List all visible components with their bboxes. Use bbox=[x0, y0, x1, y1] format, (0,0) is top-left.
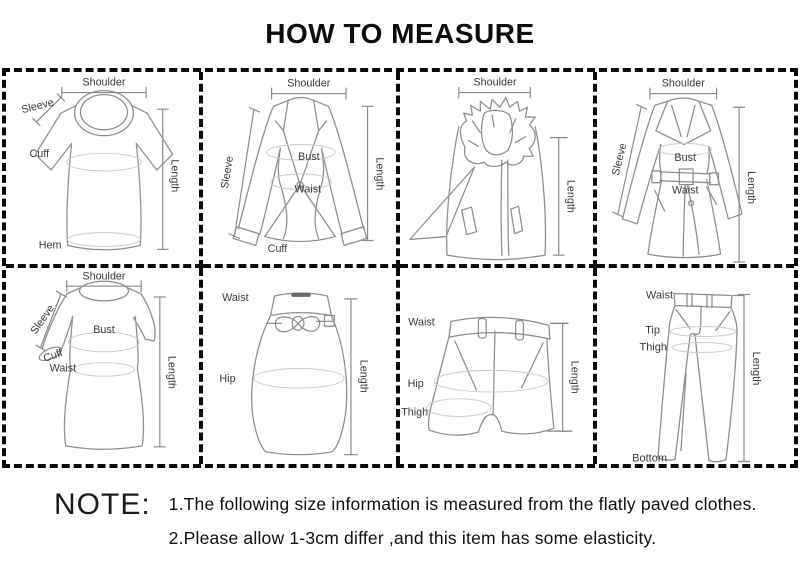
label-shoulder: Shoulder bbox=[287, 77, 331, 90]
label-length: Length bbox=[564, 179, 577, 213]
label-waist: Waist bbox=[294, 183, 322, 196]
label-bust: Bust bbox=[93, 324, 115, 337]
label-length: Length bbox=[568, 360, 581, 394]
skirt-outline bbox=[252, 293, 347, 455]
tshirt-outline bbox=[35, 91, 172, 250]
skirt-shading bbox=[254, 368, 344, 388]
dress-shading bbox=[69, 332, 140, 376]
label-waist: Waist bbox=[222, 291, 249, 304]
label-shoulder: Shoulder bbox=[661, 77, 705, 90]
tshirt-shading bbox=[67, 153, 141, 246]
shorts-shading bbox=[426, 370, 547, 416]
label-length: Length bbox=[357, 359, 370, 393]
label-bottom: Bottom bbox=[632, 452, 667, 464]
note-item-2: 2.Please allow 1-3cm differ ,and this item has some elasticity. bbox=[168, 528, 657, 548]
label-sleeve: Sleeve bbox=[609, 142, 630, 177]
panel-trench-coat bbox=[597, 72, 794, 268]
label-tip: Tip bbox=[645, 324, 660, 337]
blazer-dimension-lines bbox=[228, 88, 373, 241]
label-hip: Hip bbox=[219, 373, 236, 386]
panel-skirt bbox=[203, 268, 400, 464]
shorts-outline bbox=[428, 317, 553, 435]
label-waist: Waist bbox=[671, 184, 699, 197]
panel-shorts bbox=[400, 268, 597, 464]
page-title: HOW TO MEASURE bbox=[265, 18, 535, 49]
label-cuff: Cuff bbox=[29, 148, 50, 161]
label-length: Length bbox=[750, 351, 762, 386]
label-length: Length bbox=[373, 157, 386, 191]
blazer-outline bbox=[233, 97, 366, 245]
label-sleeve: Sleeve bbox=[218, 155, 236, 190]
note-item-1: 1.The following size information is measured from the flatly paved clothes. bbox=[168, 494, 757, 514]
pants-shading bbox=[670, 327, 736, 353]
label-cuff: Cuff bbox=[41, 346, 65, 365]
shorts-diagram bbox=[400, 268, 593, 464]
label-sleeve: Sleeve bbox=[28, 302, 58, 337]
dress-diagram bbox=[6, 268, 199, 464]
fur-coat-diagram bbox=[400, 72, 593, 264]
label-shoulder: Shoulder bbox=[82, 270, 126, 283]
label-hip: Hip bbox=[407, 378, 424, 391]
pants-outline bbox=[658, 294, 737, 462]
blazer-diagram bbox=[203, 72, 396, 264]
pants-diagram bbox=[597, 268, 794, 464]
skirt-diagram bbox=[203, 268, 396, 464]
panel-dress bbox=[6, 268, 203, 464]
trench-outline bbox=[623, 98, 743, 258]
fur-coat-dimension-lines bbox=[459, 87, 568, 255]
note-section bbox=[0, 468, 800, 562]
note-items bbox=[151, 488, 757, 562]
label-waist: Waist bbox=[49, 362, 77, 375]
label-shoulder: Shoulder bbox=[473, 76, 517, 89]
panel-blazer bbox=[203, 72, 400, 268]
label-length: Length bbox=[168, 159, 181, 193]
label-length: Length bbox=[165, 355, 178, 389]
panel-tshirt bbox=[6, 72, 203, 268]
label-waist: Waist bbox=[645, 289, 673, 302]
label-hem: Hem bbox=[38, 239, 62, 252]
fur-coat-outline bbox=[410, 97, 546, 259]
tshirt-diagram bbox=[6, 72, 199, 264]
label-length: Length bbox=[744, 171, 757, 205]
note-heading: NOTE: bbox=[54, 488, 151, 521]
label-bust: Bust bbox=[298, 151, 320, 164]
label-sleeve: Sleeve bbox=[20, 96, 56, 117]
label-shoulder: Shoulder bbox=[82, 76, 126, 89]
label-thigh: Thigh bbox=[401, 406, 429, 419]
label-bust: Bust bbox=[674, 152, 696, 165]
trench-coat-diagram bbox=[597, 72, 794, 264]
panel-fur-coat bbox=[400, 72, 597, 268]
panel-pants bbox=[597, 268, 794, 464]
label-thigh: Thigh bbox=[639, 341, 667, 354]
label-cuff: Cuff bbox=[267, 243, 288, 256]
measure-grid bbox=[2, 68, 798, 468]
label-waist: Waist bbox=[408, 316, 435, 329]
